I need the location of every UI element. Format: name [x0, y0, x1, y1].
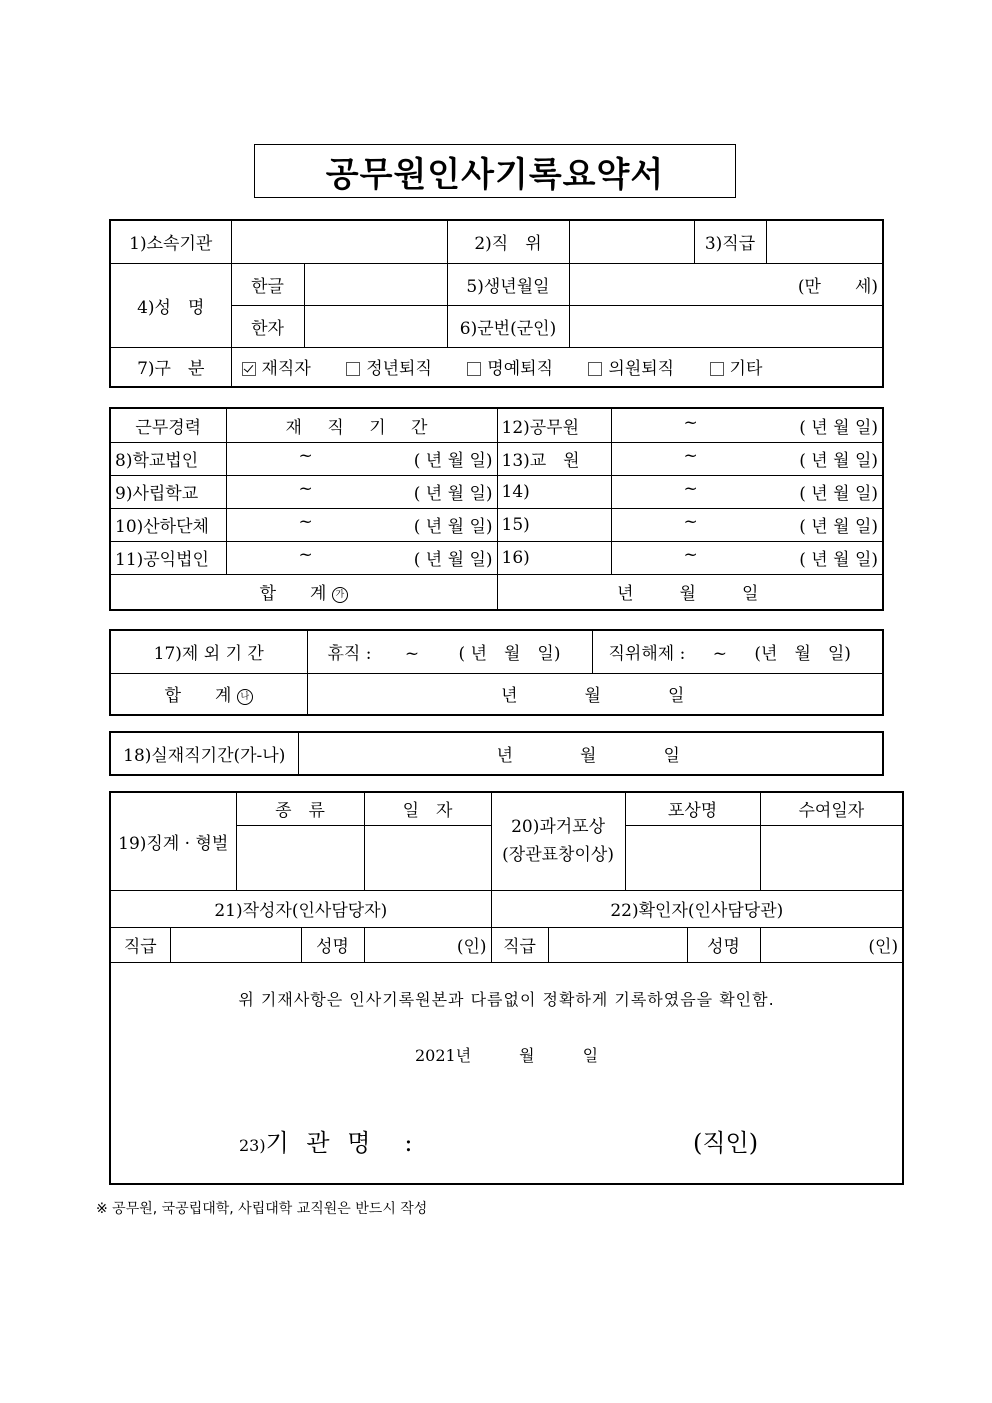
- confirmation-statement: 위 기재사항은 인사기록원본과 다름없이 정확하게 기록하였음을 확인함.: [238, 989, 775, 1009]
- confirmation-date[interactable]: 2021년 월 일: [414, 1045, 599, 1065]
- career-right-label: 15): [497, 508, 611, 541]
- discipline-kind-header: 종 류: [236, 792, 364, 825]
- career-left-label: 9)사립학교: [110, 475, 226, 508]
- writer-name-field[interactable]: [364, 927, 491, 962]
- career-label: 근무경력: [110, 408, 226, 442]
- period-header: 재 직 기 간: [226, 408, 497, 442]
- official-seal: (직인): [693, 1128, 759, 1157]
- org-field[interactable]: [231, 220, 447, 263]
- category-option[interactable]: 정년퇴직: [346, 354, 432, 379]
- confirmer-name-label: 성명: [687, 927, 760, 962]
- writer-grade-field[interactable]: [170, 927, 301, 962]
- career-left-label: 10)산하단체: [110, 508, 226, 541]
- category-option[interactable]: 명예퇴직: [467, 354, 553, 379]
- career-period-field[interactable]: ~ ( 년 월 일): [611, 508, 883, 541]
- career-period-field[interactable]: ~ ( 년 월 일): [611, 475, 883, 508]
- discipline-kind-field[interactable]: [236, 825, 364, 890]
- hangul-label: 한글: [231, 263, 304, 305]
- career-period-field[interactable]: ~ ( 년 월 일): [226, 541, 497, 574]
- confirmer-label: 22)확인자(인사담당관): [491, 890, 903, 927]
- title-box: [254, 144, 736, 198]
- category-option[interactable]: 기타: [710, 354, 763, 379]
- checkbox-icon: [710, 362, 724, 376]
- checkbox-icon: [346, 362, 360, 376]
- name-label: 4)성 명: [110, 263, 231, 347]
- confirmer-seal: (인): [868, 937, 899, 957]
- writer-grade-label: 직급: [110, 927, 170, 962]
- circled-na-icon: 나: [237, 689, 253, 705]
- career-period-field[interactable]: ~ ( 년 월 일): [226, 442, 497, 475]
- category-label: 7)구 분: [110, 347, 231, 387]
- discipline-label: 19)징계 · 형벌: [110, 792, 236, 890]
- military-field[interactable]: [569, 305, 883, 347]
- career-period-field[interactable]: ~ ( 년 월 일): [226, 475, 497, 508]
- award-name-field[interactable]: [625, 825, 760, 890]
- writer-label: 21)작성자(인사담당자): [110, 890, 491, 927]
- discipline-award-table: [109, 791, 904, 1185]
- career-period-field[interactable]: ~ ( 년 월 일): [611, 541, 883, 574]
- grade-label: 3)직급: [694, 220, 766, 263]
- confirmer-grade-label: 직급: [491, 927, 548, 962]
- career-right-label: 13)교 원: [497, 442, 611, 475]
- award-label: 20)과거포상 (장관표창이상): [491, 792, 625, 890]
- birth-field[interactable]: [569, 263, 883, 305]
- writer-name-label: 성명: [301, 927, 364, 962]
- circled-ga-icon: 가: [332, 587, 348, 603]
- category-option[interactable]: 재직자: [242, 354, 311, 379]
- confirmer-grade-field[interactable]: [548, 927, 687, 962]
- position-field[interactable]: [569, 220, 694, 263]
- actual-period-label: 18)실재직기간(가-나): [110, 732, 298, 775]
- category-option[interactable]: 의원퇴직: [588, 354, 674, 379]
- actual-period-value[interactable]: 년 월 일: [298, 732, 883, 775]
- exclusion-total-value[interactable]: 년 월 일: [307, 673, 883, 715]
- exclusion-label: 17)제 외 기 간: [110, 630, 307, 673]
- birth-label: 5)생년월일: [447, 263, 569, 305]
- grade-field[interactable]: [766, 220, 883, 263]
- writer-seal: (인): [456, 937, 487, 957]
- checkbox-icon: [588, 362, 602, 376]
- exclusion-table: [109, 629, 884, 716]
- footnote: ※ 공무원, 국공립대학, 사립대학 교직원은 반드시 작성: [96, 1201, 428, 1217]
- career-total-label: 합 계 가: [110, 574, 497, 610]
- military-label: 6)군번(군인): [447, 305, 569, 347]
- actual-period-table: [109, 731, 884, 776]
- dismissal-field[interactable]: 직위해제 : ~ (년 월 일): [592, 630, 883, 673]
- leave-field[interactable]: 휴직 : ~ ( 년 월 일): [307, 630, 592, 673]
- career-period-field[interactable]: ~ ( 년 월 일): [611, 442, 883, 475]
- career-right-label: 14): [497, 475, 611, 508]
- career-right-label: 12)공무원: [497, 408, 611, 442]
- career-table: [109, 407, 884, 611]
- award-date-field[interactable]: [760, 825, 903, 890]
- checkbox-icon: [242, 362, 256, 376]
- personal-info-table: [109, 219, 884, 388]
- category-options: [231, 347, 883, 387]
- checkbox-icon: [467, 362, 481, 376]
- career-left-label: 8)학교법인: [110, 442, 226, 475]
- career-right-label: 16): [497, 541, 611, 574]
- career-total-value[interactable]: 년 월 일: [497, 574, 883, 610]
- confirmer-name-field[interactable]: [760, 927, 903, 962]
- discipline-date-field[interactable]: [364, 825, 491, 890]
- discipline-date-header: 일 자: [364, 792, 491, 825]
- award-date-header: 수여일자: [760, 792, 903, 825]
- hangul-name-field[interactable]: [304, 263, 447, 305]
- award-name-header: 포상명: [625, 792, 760, 825]
- career-period-field[interactable]: ~ ( 년 월 일): [226, 508, 497, 541]
- exclusion-total-label: 합 계 나: [110, 673, 307, 715]
- hanja-name-field[interactable]: [304, 305, 447, 347]
- page-title: 공무원인사기록요약서: [325, 154, 665, 195]
- org-name-line: 23)기 관 명 :: [239, 1128, 418, 1157]
- age-text: (만 세): [797, 276, 878, 297]
- career-period-field[interactable]: ~ ( 년 월 일): [611, 408, 883, 442]
- hanja-label: 한자: [231, 305, 304, 347]
- position-label: 2)직 위: [447, 220, 569, 263]
- confirmation-area: [110, 962, 903, 1184]
- org-label: 1)소속기관: [110, 220, 231, 263]
- career-left-label: 11)공익법인: [110, 541, 226, 574]
